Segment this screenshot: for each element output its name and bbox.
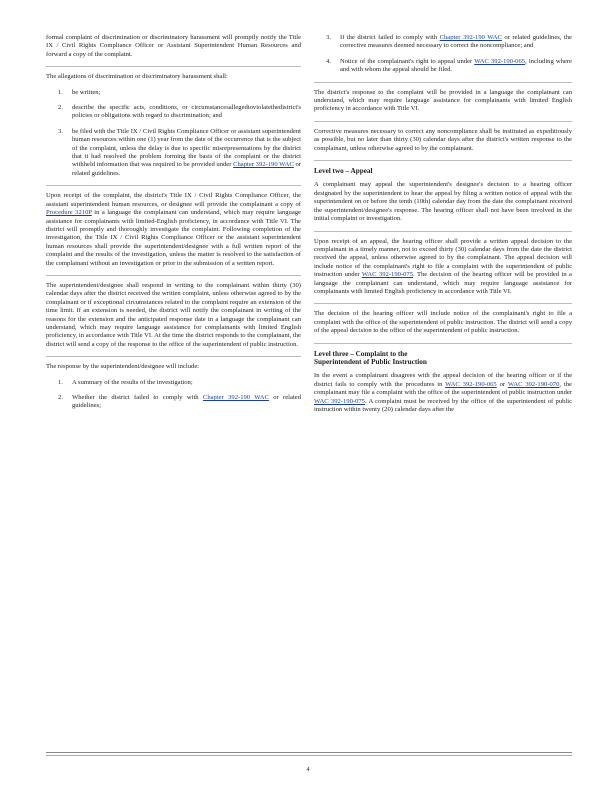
wac-section-link[interactable]: WAC 392-190-075 (314, 397, 365, 405)
list-number: 1. (58, 88, 63, 96)
wac-section-link[interactable]: WAC 392-190-065 (474, 57, 526, 65)
list-number: 1. (58, 378, 63, 386)
list-item (46, 394, 301, 411)
section-heading: Level two – Appeal (314, 167, 373, 176)
paragraph: Corrective measures necessary to correct any noncompliance shall be instituted as expeditiously as possible, but no later than thirty (30) calendar days after the district's written response to the complainant, unless otherwise agreed to by the complainant. (314, 127, 572, 152)
list-text (340, 34, 572, 51)
list-item (314, 58, 572, 75)
section-heading (314, 350, 572, 367)
wac-chapter-link[interactable]: Chapter 392-190 WAC (202, 394, 269, 401)
text-run: In the event a complainant disagrees with the appeal decision of the hearing officer or if the district fails to comply with the procedures in (314, 372, 572, 388)
list-text (72, 128, 301, 178)
page-number: 4 (306, 766, 310, 773)
paragraph (46, 192, 301, 268)
list-item (46, 89, 301, 97)
wac-chapter-link[interactable]: Chapter 392-190 WAC (439, 34, 502, 41)
paragraph: The allegations of discrimination or discriminatory harassment shall: (46, 73, 228, 81)
list-item (46, 104, 301, 121)
text-run: Upon receipt of the complaint, the district's Title IX / Civil Rights Compliance Officer, the assistant superintendent human resources, or designee will provide the complainant a copy of (46, 192, 301, 208)
list-number: 3. (58, 127, 63, 135)
heading-line: Superintendent of Public Instruction (314, 357, 427, 366)
list-item (314, 34, 572, 51)
divider (46, 356, 301, 357)
wac-section-link[interactable]: WAC 392-190-075 (361, 271, 414, 279)
list-text (340, 58, 572, 75)
wac-section-link[interactable]: WAC 392-190-065 (445, 380, 497, 388)
text-run: . The decision of the hearing officer will be provided in a language the complainant can understand, which may require language assistance for complainants with limited English proficiency in accordance with Title VI. (314, 271, 572, 295)
text-run: or related guidelines, the corrective measures deemed necessary to correct the noncompliance; and (340, 34, 572, 50)
text-run: be filed with the Title IX / Civil Rights Compliance Officer or assistant superintendent human resources within one (1) year from the date of the occurrence that is the subject of the complaint, unless the delay is due to specific misrepresentations by the district that it had resolved the problem forming the basis of the complaint or the district withheld information that was required to be provided under (72, 127, 301, 169)
divider (314, 343, 572, 344)
list-number: 2. (58, 104, 63, 112)
divider (46, 66, 301, 67)
paragraph: The superintendent/designee shall respond in writing to the complainant within thirty (30) calendar days after the district received the written complaint, unless otherwise agreed to by the complainant or if exceptional circumstances related to the complaint require an extension of the time limit. If an extension is needed, the district will notify the complainant in writing of the reasons for the extension and the anticipated response date in a language the complainant can understand, which may require language assistance for complainants with limited English proficiency, in accordance with Title VI. At the time the district responds to the complainant, the district will send a copy of the response to the office of the superintendent of public instruction. (46, 281, 301, 348)
divider (314, 231, 572, 232)
divider (314, 160, 572, 161)
paragraph: The decision of the hearing officer will include notice of the complainant's right to file a complaint with the office of the superintendent of public instruction. The district will send a copy of the appeal decision to the office of the superintendent of public instruction. (314, 310, 572, 335)
right-column (314, 34, 572, 421)
divider (46, 275, 301, 276)
paragraph: A complainant may appeal the superintendent's designee's decision to a hearing officer designated by the superintendent to hear the appeal by filing a written notice of appeal with the superintendent on or before the tenth (10th) calendar day from the date the complainant received the superintendent/designee's response. The hearing officer shall not have been involved in the initial complaint or investigation. (314, 181, 572, 223)
text-run: or related guidelines. (72, 161, 301, 177)
text-run: . A complaint must be received by the office of the superintendent of public instruction within twenty (20) calendar days after the (314, 397, 572, 413)
list-number: 3. (326, 34, 331, 41)
list-item (46, 128, 301, 178)
paragraph (314, 372, 572, 414)
list-text: A summary of the results of the investigation; (72, 378, 193, 386)
wac-chapter-link[interactable]: Chapter 392-190 WAC (233, 161, 294, 169)
left-column (46, 34, 301, 418)
wac-section-link[interactable]: WAC 392-190-070 (507, 380, 560, 388)
text-run: Upon receipt of an appeal, the hearing officer shall provide a written appeal decision to the complainant in a timely manner, not to exceed thirty (30) calendar days from the date the district received the appeal, unless otherwise agreed to by the complainant. The appeal decision will include notice of the complainant's right to file a complaint with the superintendent of public instruction under (314, 237, 572, 279)
list-text: describe the specific acts, conditions, or circumstancesallegedtoviolatethedistrict's policies or obligations with regard to discrimination; and (72, 104, 301, 120)
text-run: or (496, 380, 508, 388)
text-run: or related guidelines; (72, 394, 301, 410)
list-text (72, 394, 301, 411)
list-item (46, 379, 301, 387)
text-run: Notice of the complainant's right to appeal under (340, 57, 475, 65)
text-run: in a language the complainant can understand, which may require language assistance for complainants with limited-English proficiency, in accordance with Title VI. The district will promptly and thoroughly investigate the complaint. Following completion of the investigation, the Title IX / Civil Rights Compliance Officer or the assistant superintendent human resources shall provide the superintendent/designee with a full written report of the complaint and the results of the investigation, unless the matter is resolved to the satisfaction of the complainant without an investigation or prior to the submission of a written report. (46, 209, 301, 267)
text-run: If the district failed to comply with (340, 34, 440, 41)
heading-line: Level three – Complaint to the (314, 349, 408, 358)
footer-rule (46, 752, 572, 753)
text-run: Whether the district failed to comply with (72, 394, 203, 401)
paragraph: The response by the superintendent/designee will include: (46, 363, 200, 371)
divider (314, 82, 572, 83)
paragraph: The district's response to the complaint will be provided in a language the complainant can understand, which may require language assistance for complainants with limited English proficiency in accordance with Title VI. (314, 88, 572, 113)
divider (46, 185, 301, 186)
footer-rule (46, 755, 572, 756)
list-number: 4. (326, 57, 331, 65)
list-text: be written; (72, 88, 101, 96)
divider (314, 121, 572, 122)
paragraph (314, 238, 572, 297)
text-run: , including where and with whom the appeal should be filed. (340, 57, 572, 74)
text-run: , the complainant may file a complaint with the office of the superintendent of public instruction under (314, 380, 572, 397)
list-number: 2. (58, 394, 63, 401)
paragraph: formal complaint of discrimination or discriminatory harassment will promptly notify the Title IX / Civil Rights Compliance Officer or Assistant Superintendent Human Resources and forward a copy of the complaint. (46, 34, 301, 58)
divider (314, 303, 572, 304)
procedure-link[interactable]: Procedure 3210P (46, 209, 92, 217)
